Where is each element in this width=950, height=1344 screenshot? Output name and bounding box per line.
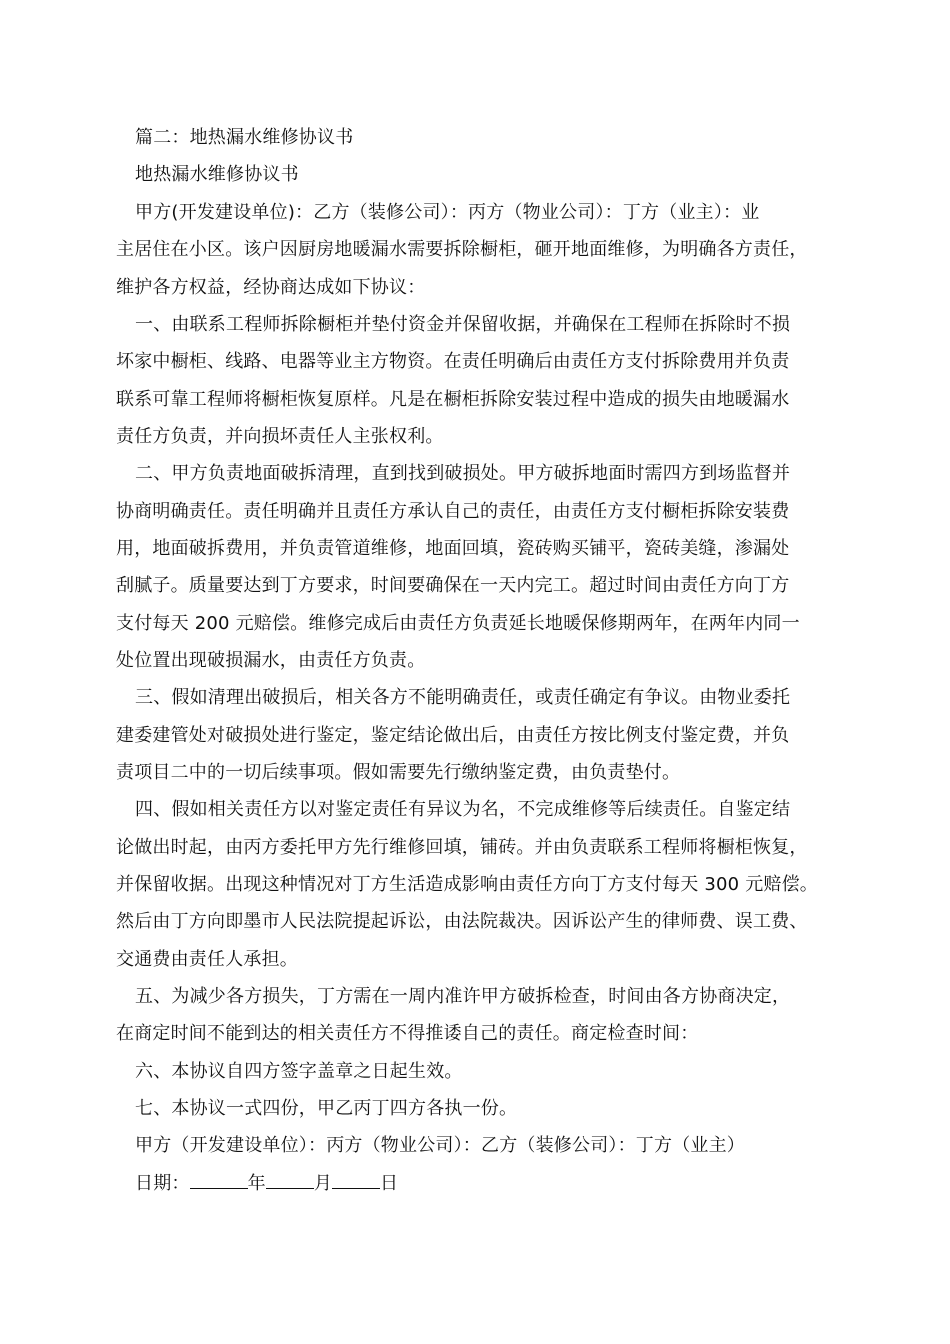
intro-line-1: 甲方(开发建设单位)：乙方（装修公司）：丙方（物业公司）：丁方（业主）：业 [135,202,760,223]
clause-1-line-4: 责任方负责，并向损坏责任人主张权利。 [116,426,444,447]
clause-2-line-5: 支付每天 200 元赔偿。维修完成后由责任方负责延长地暖保修期两年，在两年内同一 [116,613,800,634]
intro-line-2: 主居住在小区。该户因厨房地暖漏水需要拆除橱柜，砸开地面维修，为明确各方责任， [116,239,808,260]
clause-3-line-1: 三、假如清理出破损后，相关各方不能明确责任，或责任确定有争议。由物业委托 [135,687,791,708]
date-line [135,1172,398,1196]
month-label: 月 [313,1173,333,1194]
clause-4-line-4: 然后由丁方向即墨市人民法院提起诉讼，由法院裁决。因诉讼产生的律师费、误工费、 [116,911,808,932]
clause-4-line-1: 四、假如相关责任方以对鉴定责任有异议为名，不完成维修等后续责任。自鉴定结 [135,799,791,820]
clause-1-line-2: 坏家中橱柜、线路、电器等业主方物资。在责任明确后由责任方支付拆除费用并负责 [116,351,790,372]
clause-4-line-5: 交通费由责任人承担。 [116,949,298,970]
clause-2-line-4: 刮腻子。质量要达到丁方要求，时间要确保在一天内完工。超过时间由责任方向丁方 [116,575,790,596]
signature-line: 甲方（开发建设单位）：丙方（物业公司）：乙方（装修公司）：丁方（业主） [135,1135,745,1156]
clause-2-line-2: 协商明确责任。责任明确并且责任方承认自己的责任，由责任方支付橱柜拆除安装费 [116,501,790,522]
clause-3-line-3: 责项目二中的一切后续事项。假如需要先行缴纳鉴定费，由负责垫付。 [116,762,681,783]
clause-4-line-3: 并保留收据。出现这种情况对丁方生活造成影响由责任方向丁方支付每天 300 元赔偿。 [116,874,818,895]
year-label: 年 [247,1173,266,1194]
section-heading: 篇二：地热漏水维修协议书 [135,127,354,148]
intro-line-3: 维护各方权益，经协商达成如下协议： [116,277,426,298]
date-label: 日期： [135,1173,190,1194]
clause-2-line-3: 用，地面破拆费用，并负责管道维修，地面回填，瓷砖购买铺平，瓷砖美缝，渗漏处 [116,538,790,559]
document-title: 地热漏水维修协议书 [135,164,299,185]
clause-7: 七、本协议一式四份，甲乙丙丁四方各执一份。 [135,1098,518,1119]
clause-6: 六、本协议自四方签字盖章之日起生效。 [135,1061,463,1082]
clause-4-line-2: 论做出时起，由丙方委托甲方先行维修回填，铺砖。并由负责联系工程师将橱柜恢复， [116,837,808,858]
month-blank [266,1172,314,1189]
clause-5-line-1: 五、为减少各方损失，丁方需在一周内准许甲方破拆检查，时间由各方协商决定， [135,986,791,1007]
clause-1-line-1: 一、由联系工程师拆除橱柜并垫付资金并保留收据，并确保在工程师在拆除时不损 [135,314,791,335]
clause-5-line-2: 在商定时间不能到达的相关责任方不得推诿自己的责任。商定检查时间： [116,1023,699,1044]
clause-1-line-3: 联系可靠工程师将橱柜恢复原样。凡是在橱柜拆除安装过程中造成的损失由地暖漏水 [116,389,790,410]
day-blank [332,1172,380,1189]
day-label: 日 [380,1173,399,1194]
clause-2-line-6: 处位置出现破损漏水，由责任方负责。 [116,650,426,671]
clause-2-line-1: 二、甲方负责地面破拆清理，直到找到破损处。甲方破拆地面时需四方到场监督并 [135,463,791,484]
year-blank [190,1172,248,1189]
clause-3-line-2: 建委建管处对破损处进行鉴定，鉴定结论做出后，由责任方按比例支付鉴定费，并负 [116,725,790,746]
